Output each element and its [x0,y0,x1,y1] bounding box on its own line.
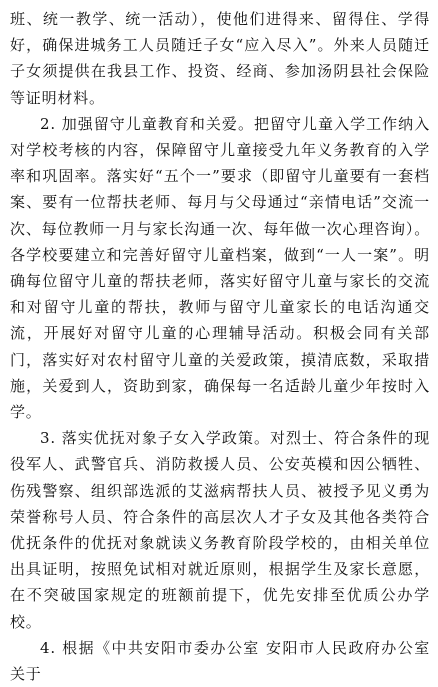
paragraph-migrant-children: 班、统一教学、统一活动），使他们进得来、留得住、学得好，确保进城务工人员随迁子女“应入尽入”。外来人员随迁子女须提供在我县工作、投资、经商、参加汤阴县社会保险等证明材料。 [10,10,430,107]
paragraph-preferential-enrollment: 3. 落实优抚对象子女入学政策。对烈士、符合条件的现役军人、武警官兵、消防救援人员、公安英模和因公牺牲、伤残警察、组织部选派的艾滋病帮扶人员、被授予见义勇为荣誉称号人员、符合条件的高层次人才子女及其他各类符合优抚条件的优抚对象就读义务教育阶段学校的，由相关单位出具证明，按照免试相对就近原则，根据学生及家长意愿，在不突破国家规定的班额前提下，优先安排至优质公办学校。 [10,429,430,631]
paragraph-item-4-start: 4. 根据《中共安阳市委办公室 安阳市人民政府办公室关于 [10,638,430,684]
paragraph-left-behind-children: 2. 加强留守儿童教育和关爱。把留守儿童入学工作纳入对学校考核的内容，保障留守儿童接受九年义务教育的入学率和巩固率。落实好“五个一”要求（即留守儿童要有一套档案、要有一位帮扶老师、每月与父母通过“亲情电话”交流一次、每位教师一月与家长沟通一次、每年做一次心理咨询）。各学校要建立和完善好留守儿童档案，做到“一人一案”。明确每位留守儿童的帮扶老师，落实好留守儿童与家长的交流和对留守儿童的帮扶，教师与留守儿童家长的电话沟通交流，开展好对留守儿童的心理辅导活动。积极会同有关部门，落实好对农村留守儿童的关爱政策，摸清底数，采取措施，关爱到人，资助到家，确保每一名适龄儿童少年按时入学。 [10,114,430,422]
